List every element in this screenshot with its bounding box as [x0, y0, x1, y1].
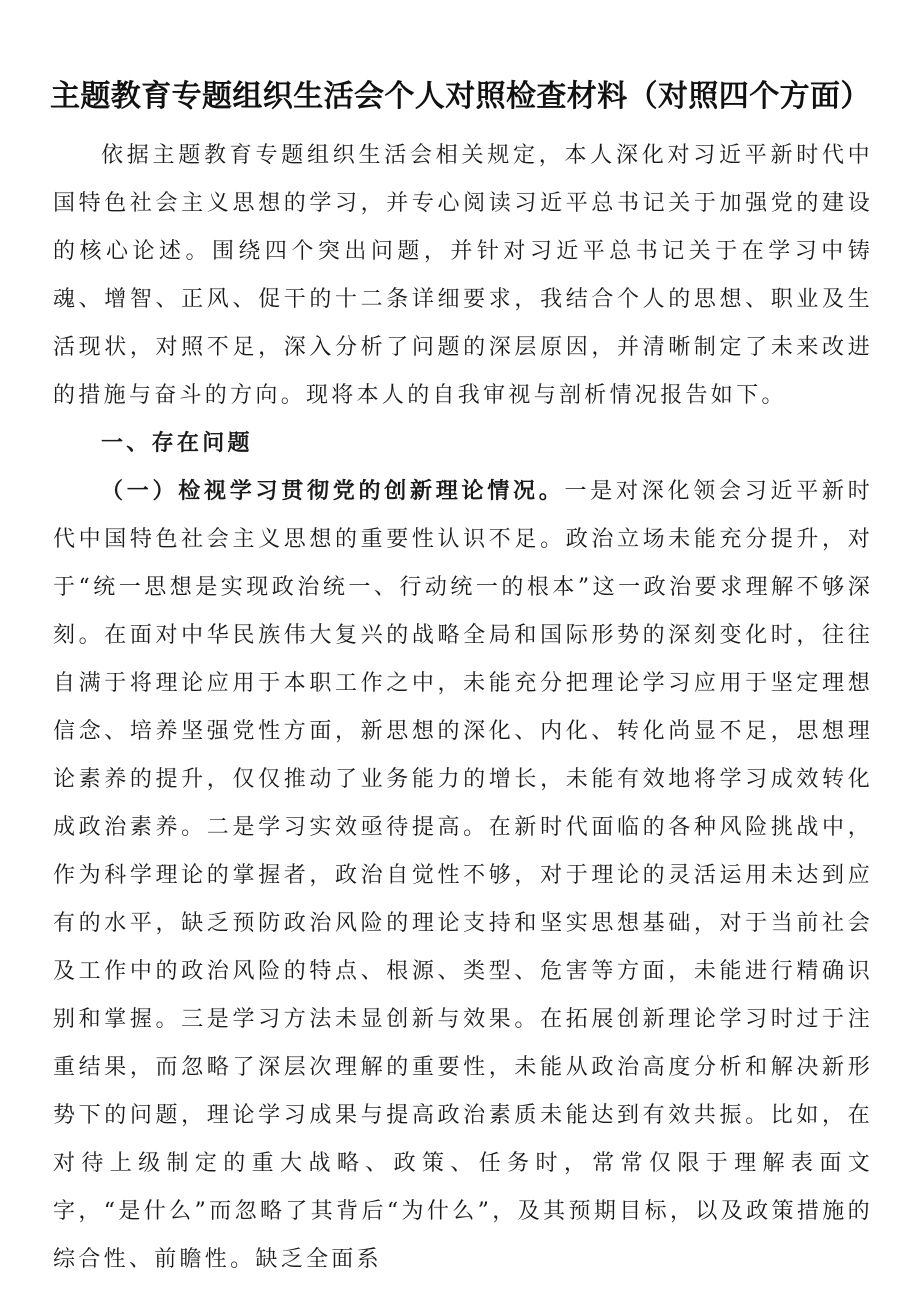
intro-paragraph: 依据主题教育专题组织生活会相关规定，本人深化对习近平新时代中国特色社会主义思想的学习，并专心阅读习近平总书记关于加强党的建设的核心论述。围绕四个突出问题，并针对习近平总书记关于在学习中铸魂、增智、正风、促干的十二条详细要求，我结合个人的思想、职业及生活现状，对照不足，深入分析了问题的深层原因，并清晰制定了未来改进的措施与奋斗的方向。现将本人的自我审视与剖析情况报告如下。 — [53, 143, 873, 408]
section-heading-problems: 一、存在问题 — [101, 431, 253, 456]
point-one-paragraph — [53, 468, 873, 1284]
point-one-body: 一是对深化领会习近平新时代中国特色社会主义思想的重要性认识不足。政治立场未能充分提升，对于“统一思想是实现政治统一、行动统一的根本”这一政治要求理解不够深刻。在面对中华民族伟大复兴的战略全局和国际形势的深刻变化时，往往自满于将理论应用于本职工作之中，未能充分把理论学习应用于坚定理想信念、培养坚强党性方面，新思想的深化、内化、转化尚显不足，思想理论素养的提升，仅仅推动了业务能力的增长，未能有效地将学习成效转化成政治素养。二是学习实效亟待提高。在新时代面临的各种风险挑战中，作为科学理论的掌握者，政治自觉性不够，对于理论的灵活运用未达到应有的水平，缺乏预防政治风险的理论支持和坚实思想基础，对于当前社会及工作中的政治风险的特点、根源、类型、危害等方面，未能进行精确识别和掌握。三是学习方法未显创新与效果。在拓展创新理论学习时过于注重结果，而忽略了深层次理解的重要性，未能从政治高度分析和解决新形势下的问题，理论学习成果与提高政治素质未能达到有效共振。比如，在对待上级制定的重大战略、政策、任务时，常常仅限于理解表面文字，“是什么”而忽略了其背后“为什么”，及其预期目标，以及政策措施的综合性、前瞻性。缺乏全面系 — [53, 479, 873, 1272]
point-one-heading: （一）检视学习贯彻党的创新理论情况。 — [101, 479, 565, 504]
document-title: 主题教育专题组织生活会个人对照检查材料（对照四个方面） — [50, 79, 871, 114]
